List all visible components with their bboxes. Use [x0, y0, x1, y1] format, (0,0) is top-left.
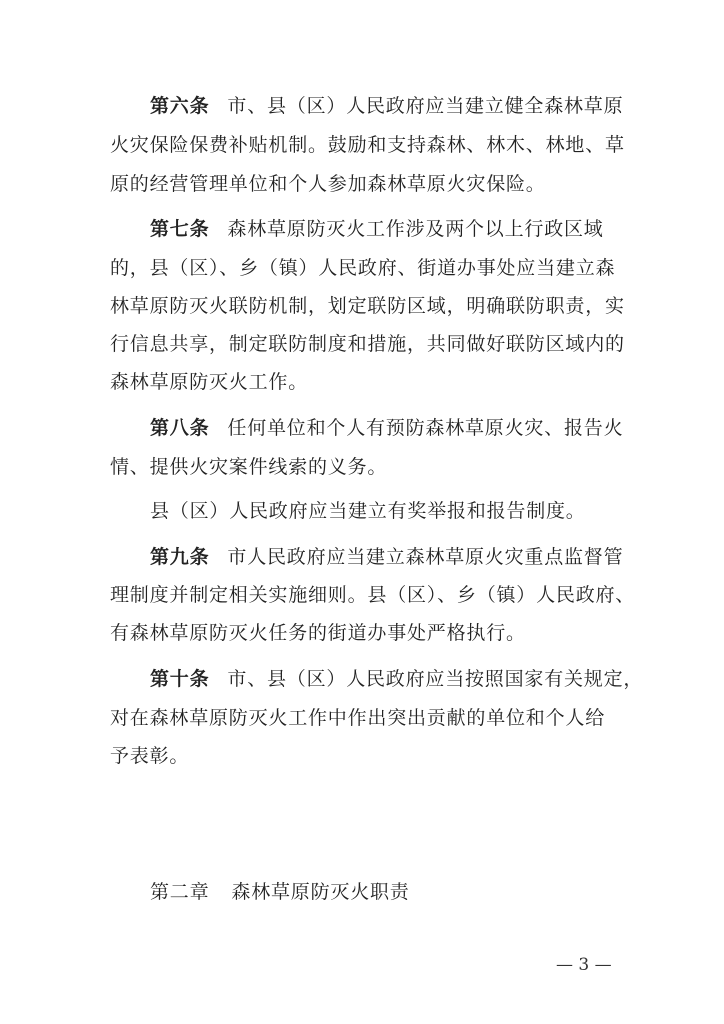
article-number: 第八条: [150, 417, 210, 439]
article-number: 第九条: [150, 546, 210, 568]
article-text: 市、县（区）人民政府应当建立健全森林草原: [227, 95, 624, 117]
article-10-line-3: 予表彰。: [110, 745, 190, 767]
article-9-line-3: 有森林草原防灭火任务的街道办事处严格执行。: [110, 622, 526, 644]
article-number: 第七条: [150, 218, 210, 240]
chapter-title: 森林草原防灭火职责: [231, 881, 410, 903]
page-number: — 3 —: [556, 955, 612, 975]
article-9-line-1: [150, 545, 623, 569]
article-9-line-2: 理制度并制定相关实施细则。县（区）、乡（镇）人民政府、: [110, 584, 636, 606]
article-text: 市、县（区）人民政府应当按照国家有关规定，: [227, 668, 644, 690]
article-6-line-3: 原的经营管理单位和个人参加森林草原火灾保险。: [110, 173, 546, 195]
article-text: 任何单位和个人有预防森林草原火灾、报告火: [227, 417, 624, 439]
article-10-line-1: [150, 667, 643, 691]
article-number: 第六条: [150, 95, 210, 117]
article-8-line-2: 情、提供火灾案件线索的义务。: [110, 456, 388, 478]
article-6-line-1: [150, 94, 623, 118]
article-7-line-4: 行信息共享，制定联防制度和措施，共同做好联防区域内的: [110, 333, 625, 355]
article-6-line-2: 火灾保险保费补贴机制。鼓励和支持森林、林木、林地、草: [110, 134, 625, 156]
article-number: 第十条: [150, 668, 210, 690]
chapter-number: 第二章: [150, 881, 210, 903]
chapter-heading: [150, 880, 410, 904]
article-7-line-2: 的，县（区）、乡（镇）人民政府、街道办事处应当建立森: [110, 257, 616, 279]
article-10-line-2: 对在森林草原防灭火工作中作出突出贡献的单位和个人给: [110, 707, 606, 729]
article-8-line-1: [150, 416, 623, 440]
article-8-paragraph-2: 县（区）人民政府应当建立有奖举报和报告制度。: [150, 500, 586, 522]
article-text: 森林草原防灭火工作涉及两个以上行政区域: [227, 218, 604, 240]
article-7-line-3: 林草原防灭火联防机制，划定联防区域，明确联防职责，实: [110, 295, 625, 317]
article-text: 市人民政府应当建立森林草原火灾重点监督管: [227, 546, 624, 568]
article-7-line-5: 森林草原防灭火工作。: [110, 371, 309, 393]
article-7-line-1: [150, 217, 604, 241]
